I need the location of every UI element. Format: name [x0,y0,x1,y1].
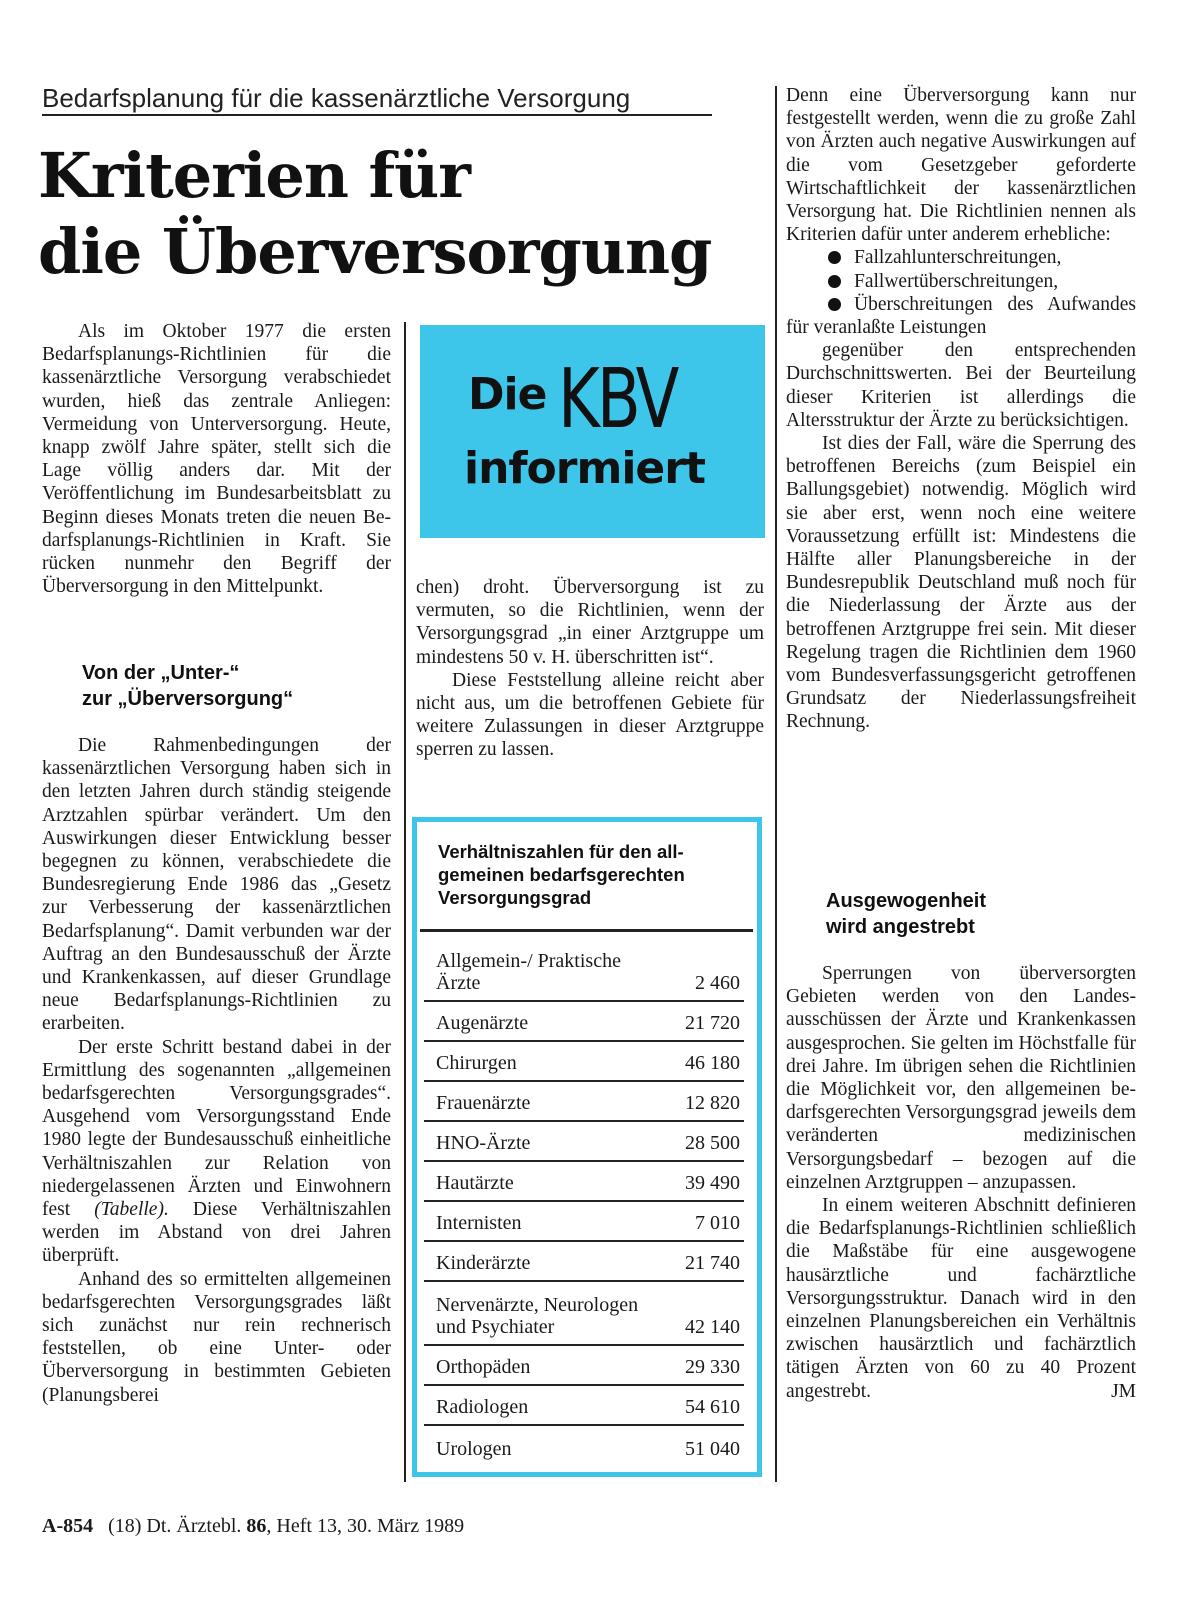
table-title-rule [420,929,753,932]
table-cell-value: 21 720 [685,1012,740,1034]
subhead-1-line-2: zur „Überversorgung“ [82,688,294,710]
paragraph-droht: chen) droht. Überversorgung ist zu vermuten, so die Richtlinien, wenn der Versorgungsgrad „in einer Arztgruppe um mindestens 50 v. H. überschritten ist“. [416,577,764,668]
column-rule-1 [404,322,406,1482]
table-row [424,1282,744,1346]
table-cell-label: Nervenärzte, Neurologen und Psychiater [436,1294,639,1338]
column-1-continued [42,734,391,1407]
table-row [424,1426,744,1466]
table-cell-label: Augenärzte [436,1012,529,1034]
paragraph-anhand: Anhand des so ermittelten allgemeinen bedarfsgerechten Versorgungsgrades läßt sich zunächst nur rein rechnerisch feststellen, ob eine Unter- oder Überversorgung in bestimmten Gebieten (Planungsberei [42,1268,391,1406]
journal-issue: , Heft 13, 30. März 1989 [266,1515,465,1537]
kbv-informiert: informiert [464,443,705,494]
column-1 [42,320,391,598]
paragraph-abschnitt [786,1194,1136,1403]
list-item-text: Fallzahlunterschreitungen, [854,247,1062,269]
paragraph-gegenueber: gegenüber den entsprechenden Durchschnittswerten. Bei der Beurteilung dieser Kriterien ist allerdings die Altersstruktur der Ärzte zu berücksichtigen. [786,340,1136,431]
column-2 [416,576,764,762]
table-cell-value: 29 330 [685,1356,740,1378]
table-row [424,1162,744,1202]
paragraph-feststellung: Diese Feststellung alleine reicht aber nicht aus, um die betroffenen Gebiete für weitere Zulassungen in dieser Arztgruppe sperren zu lassen. [416,669,764,761]
headline-line-2: die Überversorgung [38,215,712,288]
bullet-icon [828,298,841,311]
table-row [424,1002,744,1042]
list-item [786,246,1136,269]
table-cell-label: Radiologen [436,1396,529,1418]
table-cell-label: Allgemein-/ Praktische Ärzte [436,950,621,994]
table-cell-label: Frauenärzte [436,1092,531,1114]
table-row [424,1122,744,1162]
paragraph-denn: Denn eine Überversorgung kann nur festgestellt werden, wenn die zu große Zahl von Ärzten auch negative Auswirkungen auf die vom Gesetzgeber geforderte Wirtschaftlichkeit der kassenärztlichen Versorgung hat. Die Richtlinien nennen als Kriterien dafür unter anderem erhebliche: [786,85,1136,246]
table-cell-value: 54 610 [685,1396,740,1418]
table-cell-label: Hautärzte [436,1172,514,1194]
list-item [786,293,1136,339]
list-item-text: Überschreitungen des Aufwandes für veranlaßte Leistungen [786,293,1136,339]
table-cell-label: Internisten [436,1212,522,1234]
kbv-logo: KBV [558,352,677,447]
column-rule-2 [775,86,777,1482]
table-cell-value: 7 010 [695,1212,740,1234]
page-footer [42,1515,464,1538]
paragraph-sperrungen: Sperrungen von überversorgten Gebieten werden von den Landesausschüssen der Ärzte und Krankenkassen ausgesprochen. Sie gelten im Höchstfalle für drei Jahre. Im übrigen sehen die Richtlinien die Möglichkeit vor, den allgemeinen bedarfsgerechten Versorgungsgrad jeweils dem veränderten medizinischen Versorgungsbedarf – bezogen auf die einzelnen Arztgruppen – anzupassen. [786,963,1136,1193]
kicker: Bedarfsplanung für die kassenärztliche Versorgung [42,84,712,116]
table-row [424,1346,744,1386]
table-cell-label: Chirurgen [436,1052,517,1074]
table-row [424,1202,744,1242]
table-cell-value: 39 490 [685,1172,740,1194]
paragraph-rahmenbedingungen: Die Rahmenbedingungen der kassenärztlichen Versorgung haben sich in den letzten Jahren durch ständig steigende Arztzahlen spürbar verändert. Um den Auswirkungen dieser Entwicklung besser begegnen zu können, verabschiedete die Bundesregierung Ende 1986 das „Gesetz zur Verbesserung der kassenärztlichen Bedarfsplanung“. Damit verbunden war der Auftrag an den Bundesausschuß der Ärzte und Krankenkassen, auf dieser Grundlage neue Bedarfsplanungs-Richtlinien zu erarbeiten. [42,735,391,1035]
kbv-logo-box [420,325,765,538]
subhead-2-line-2: wird angestrebt [826,916,975,938]
journal-citation: (18) Dt. Ärztebl. [108,1515,242,1537]
subhead-1-line-1: Von der „Unter-“ [82,662,240,684]
table-cell-label: Kinderärzte [436,1252,531,1274]
headline-line-1: Kriterien für [38,139,470,212]
table-cell-label: Urologen [436,1438,512,1460]
table-cell-value: 2 460 [695,972,740,994]
table-cell-label: Orthopäden [436,1356,531,1378]
paragraph-erster-schritt-tail: Diese Verhältniszahlen werden im Abstand von drei Jahren überprüft. [42,1199,392,1267]
table-row [424,1042,744,1082]
paragraph-intro: Als im Oktober 1977 die ersten Bedarfsplanungs-Richtlinien für die kassenärztliche Versorgung verabschiedet wurden, hieß das zentrale Anliegen: Vermeidung von Unterversorgung. Heute, knapp zwölf Jahre später, stellt sich die Lage völlig anders dar. Mit der Veröffentlichung im Bundesarbeitsblatt zu Beginn dieses Monats treten die neuen Bedarfsplanungs-Richtlinien in Kraft. Sie rücken nunmehr den Begriff der Überversorgung in den Mittelpunkt. [42,321,391,598]
journal-volume: 86 [246,1515,267,1537]
subhead-2 [826,888,1126,940]
headline [38,138,768,290]
table-cell-value: 21 740 [685,1252,740,1274]
table-row [424,938,744,1002]
bullet-icon [828,251,841,264]
column-3-continued [786,962,1136,1403]
table-title: Verhältniszahlen für den allgemeinen bedarfsgerechten Versorgungsgrad [438,841,685,908]
paragraph-erster-schritt [42,1036,391,1268]
bullet-icon [828,275,841,288]
table-cell-value: 42 140 [685,1316,740,1338]
kbv-die: Die [468,369,547,420]
table-row [424,1386,744,1426]
table-cell-value: 12 820 [685,1092,740,1114]
table-cell-value: 46 180 [685,1052,740,1074]
list-item-text: Fallwertüberschreitungen, [854,270,1059,292]
table-cell-value: 28 500 [685,1132,740,1154]
column-3 [786,84,1136,734]
author-signature: JM [1111,1380,1136,1402]
table-reference: (Tabelle). [94,1199,169,1221]
table-cell-label: HNO-Ärzte [436,1132,531,1154]
table-row [424,1242,744,1282]
table-row [424,1082,744,1122]
criteria-list [786,246,1136,339]
paragraph-sperrung: Ist dies der Fall, wäre die Sperrung des betroffenen Bereichs (zum Beispiel ein Ballungsgebiet) notwendig. Möglich wird sie aber erst, wenn noch eine weitere Voraussetzung erfüllt ist: Mindestens die Hälfte aller Planungsbereiche in der Bundesrepublik Deutschland muß noch für die Niederlassung der Ärzte aus der betroffenen Arztgruppe frei sein. Mit dieser Regelung tragen die Richtlinien dem 1960 vom Bundesverfassungsgericht getroffenen Grundsatz der Niederlassungsfreiheit Rechnung. [786,433,1136,733]
table-cell-value: 51 040 [685,1438,740,1460]
paragraph-abschnitt-text: In einem weiteren Abschnitt definieren die Bedarfsplanungs-Richtlinien schließlich die Maßstäbe für eine ausgewogene hausärztliche und fachärztliche Versorgungsstruktur. Danach wird in den einzelnen Planungsbereichen ein Verhältnis zwischen hausärztlich und fachärztlich tätigen Ärzten von 60 zu 40 Prozent angestrebt. [786,1195,1136,1402]
list-item [786,270,1136,293]
subhead-2-line-1: Ausgewogenheit [826,890,987,912]
paragraph-erster-schritt-text: Der erste Schritt bestand dabei in der Ermittlung des sogenannten „allgemeinen bedarfsgerechten Versorgungsgrades“. Ausgehend vom Versorgungsstand Ende 1980 legte der Bundesausschuß einheitliche Verhältniszahlen zur Relation von niedergelassenen Ärzten und Einwohnern fest [42,1036,391,1221]
subhead-1 [82,660,392,712]
page-number: A-854 [42,1515,94,1537]
